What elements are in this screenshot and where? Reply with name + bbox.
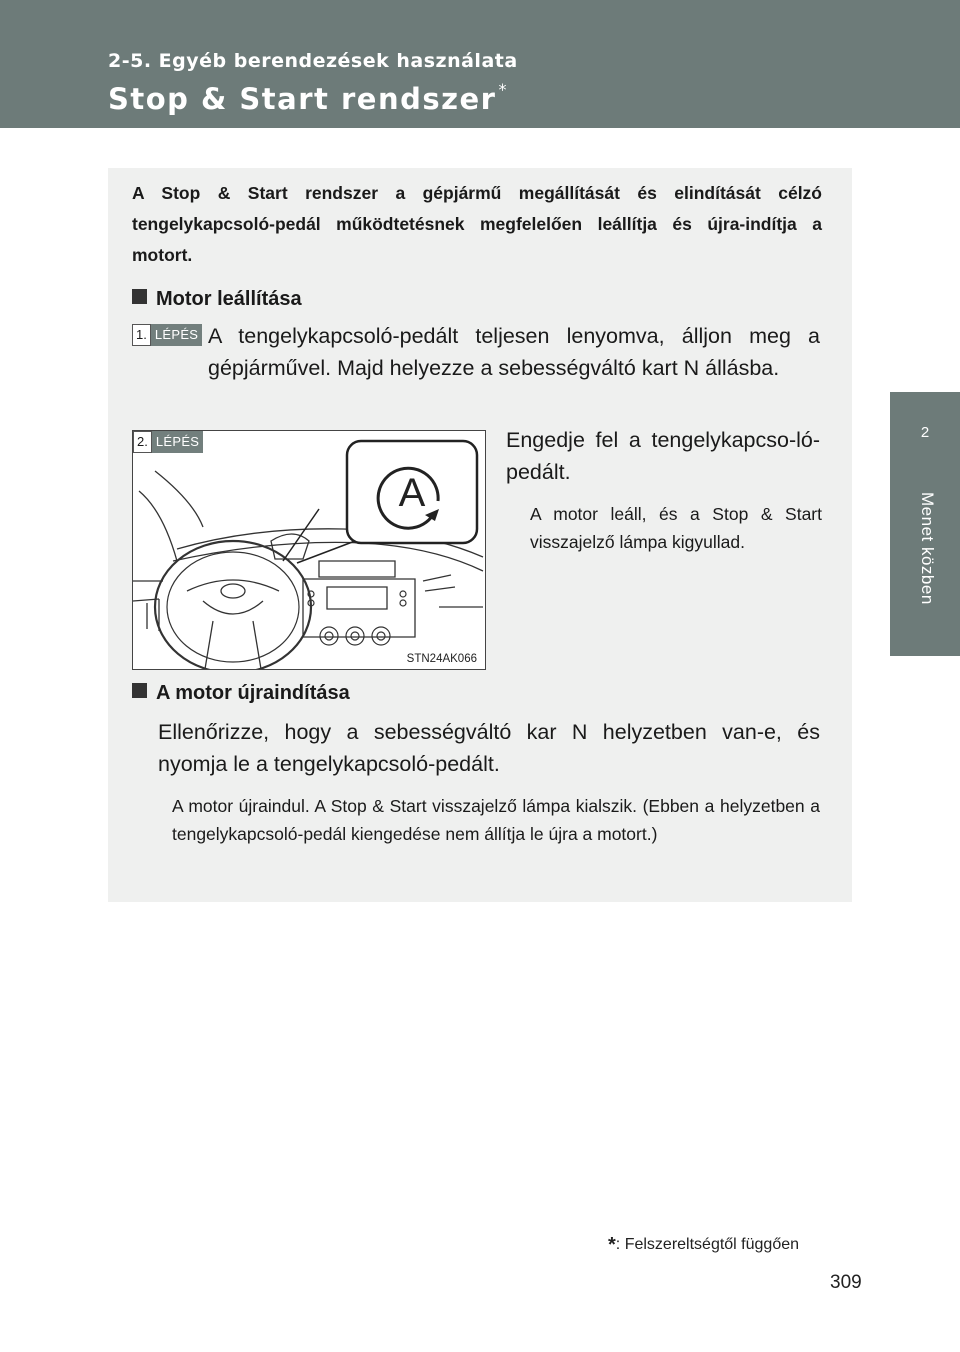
section-label: 2-5. Egyéb berendezések használata [108, 50, 518, 72]
dashboard-drawing [133, 431, 486, 670]
footnote [608, 1234, 799, 1257]
step-2-number: 2. [133, 431, 152, 453]
heading-engine-stop [132, 288, 302, 311]
chapter-label: Menet közben [918, 492, 937, 605]
side-tab-gap [890, 128, 960, 392]
heading-engine-restart [132, 682, 350, 705]
step-2-text: Engedje fel a tengelykapcso-ló-pedált. [506, 428, 820, 484]
footnote-asterisk: * [608, 1234, 616, 1256]
heading-engine-restart-text: A motor újraindítása [156, 682, 350, 704]
square-bullet-icon [132, 289, 147, 304]
page-number: 309 [830, 1272, 862, 1293]
restart-text: Ellenőrizze, hogy a sebességváltó kar N helyzetben van-e, és nyomja le a tengelykapcsoló-pedált. [158, 720, 820, 776]
heading-engine-stop-text: Motor leállítása [156, 288, 302, 310]
title-asterisk: * [498, 80, 508, 99]
side-tab-top-band [890, 0, 960, 128]
page-title-text: Stop & Start rendszer [108, 82, 497, 116]
step-1-word: LÉPÉS [151, 324, 202, 346]
square-bullet-icon [132, 683, 147, 698]
footnote-text: : Felszereltségtől függően [615, 1236, 800, 1253]
step-1-text: A tengelykapcsoló-pedált teljesen lenyomva, álljon meg a gépjárművel. Majd helyezze a sebességváltó kart N állásba. [208, 324, 820, 380]
step-2-badge [133, 431, 207, 453]
page-title [108, 80, 508, 116]
indicator-letter: A [398, 471, 426, 515]
step-1-badge [132, 324, 206, 346]
chapter-side-tab[interactable] [890, 392, 960, 656]
step-2-word: LÉPÉS [152, 431, 203, 453]
illustration-code: STN24AK066 [406, 653, 477, 665]
intro-paragraph: A Stop & Start rendszer a gépjármű megállítását és elindítását célzó tengelykapcsoló-pedál működtetésnek megfelelően leállítja és újra-indítja a motort. [132, 183, 822, 265]
dashboard-illustration [132, 430, 486, 670]
step-2-note: A motor leáll, és a Stop & Start visszajelző lámpa kigyullad. [530, 504, 822, 552]
restart-note: A motor újraindul. A Stop & Start visszajelző lámpa kialszik. (Ebben a helyzetben a tengelykapcsoló-pedál kiengedése nem állítja le újra a motort.) [172, 796, 820, 844]
step-1-number: 1. [132, 324, 151, 346]
page-header [0, 0, 890, 128]
chapter-number: 2 [920, 424, 930, 441]
